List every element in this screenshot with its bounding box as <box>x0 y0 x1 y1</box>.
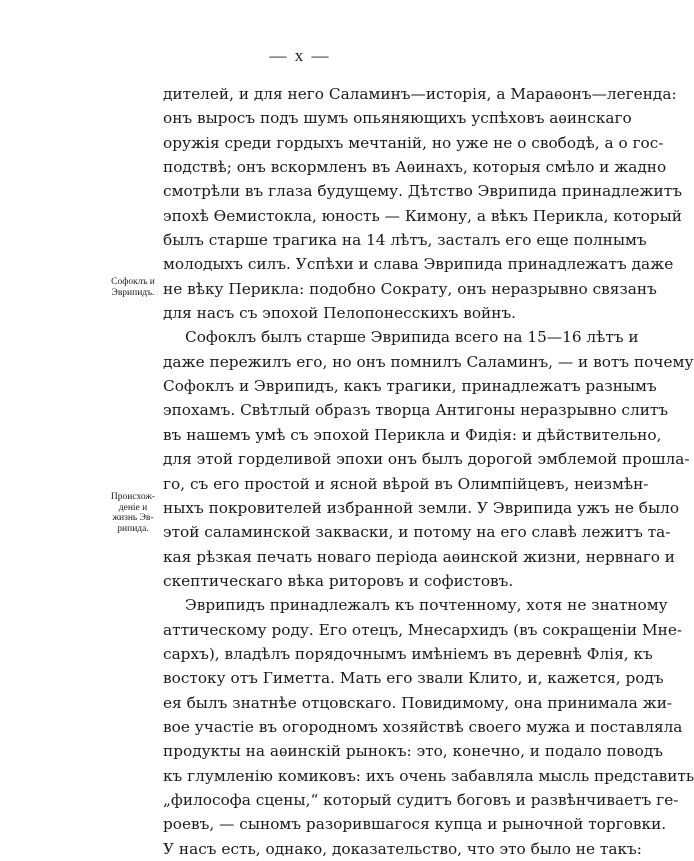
text-line: роевъ, — сыномъ разорившагося купца и рыночной торговки. <box>163 815 667 834</box>
text-line: кая рѣзкая печать новаго періода аѳинской жизни, нервнаго и <box>163 547 675 566</box>
text-line: смотрѣли въ глаза будущему. Дѣтство Эврипида принадлежитъ <box>163 182 682 201</box>
text-line: не вѣку Перикла: подобно Сократу, онъ неразрывно связанъ <box>163 279 657 298</box>
text-line: скептическаго вѣка риторовъ и софистовъ. <box>163 571 514 590</box>
page-number: — x — <box>269 46 331 65</box>
text-line: сархъ), владѣлъ порядочнымъ имѣніемъ въ деревнѣ Флія, къ <box>163 644 653 663</box>
text-line: продукты на аѳинскій рынокъ: это, конечно, и подало поводъ <box>163 742 663 761</box>
margin-note-line: рипида. <box>117 523 149 534</box>
text-line: былъ старше трагика на 14 лѣтъ, засталъ его еще полнымъ <box>163 231 647 250</box>
text-line: вое участіе въ огородномъ хозяйствѣ своего мужа и поставляла <box>163 717 683 736</box>
text-line: Софоклъ и Эврипидъ, какъ трагики, принадлежатъ разнымъ <box>163 377 657 396</box>
text-line: ныхъ покровителей избранной земли. У Эврипида ужъ не было <box>163 498 680 517</box>
paragraph-1 <box>163 82 682 325</box>
paragraph-2 <box>163 325 694 593</box>
text-line: востоку отъ Гиметта. Мать его звали Клито, и, кажется, родъ <box>163 669 664 688</box>
text-line: дителей, и для него Саламинъ—исторія, а Мараѳонъ—легенда: <box>163 85 677 103</box>
text-line: къ глумленію комиковъ: ихъ очень забавляла мысль представить <box>163 766 694 785</box>
text-line: эпохамъ. Свѣтлый образъ творца Антигоны неразрывно слитъ <box>163 401 669 420</box>
text-line: подствѣ; онъ вскормленъ въ Аѳинахъ, которыя смѣло и жадно <box>163 158 667 177</box>
text-line: эпохѣ Ѳемистокла, юность — Кимону, а вѣкъ Перикла, который <box>163 206 682 225</box>
text-line: аттическому роду. Его отецъ, Мнесархидъ (въ сокращеніи Мне- <box>163 620 683 639</box>
text-line: У насъ есть, однако, доказательство, что это было не такъ: <box>163 839 642 858</box>
margin-note-sophocles-euripides <box>100 277 166 298</box>
text-line: молодыхъ силъ. Успѣхи и слава Эврипида принадлежатъ даже <box>163 255 674 274</box>
text-line: въ нашемъ умѣ съ эпохой Перикла и Фидія: и дѣйствительно, <box>163 425 662 444</box>
margin-note-origin-life <box>100 492 166 534</box>
text-line: Софоклъ былъ старше Эврипида всего на 15—16 лѣтъ и <box>185 328 639 347</box>
margin-note-line: жизнь Эв- <box>112 513 154 523</box>
text-line: „философа сцены,“ который судитъ боговъ и развѣнчиваетъ ге- <box>163 790 679 809</box>
text-line: го, съ его простой и ясной вѣрой въ Олимпійцевъ, неизмѣн- <box>163 474 649 493</box>
text-line: ея былъ знатнѣе отцовскаго. Повидимому, она принимала жи- <box>163 693 673 712</box>
margin-note-line: Софоклъ и <box>111 277 155 287</box>
text-line: Эврипидъ принадлежалъ къ почтенному, хотя не знатному <box>185 596 668 615</box>
paragraph-3 <box>163 593 694 861</box>
body-text <box>163 82 694 861</box>
text-line: даже пережилъ его, но онъ помнилъ Саламинъ, — и вотъ почему <box>163 352 694 371</box>
margin-note-line: Происхож- <box>110 492 156 502</box>
margin-note-line: деніе и <box>118 502 148 513</box>
text-line: этой саламинской закваски, и потому на его славѣ лежитъ та- <box>163 523 671 542</box>
margin-note-line: Эврипидъ. <box>111 287 155 298</box>
text-line: для насъ съ эпохой Пелопонесскихъ войнъ. <box>163 304 517 323</box>
text-line: оружія среди гордыхъ мечтаній, но уже не о свободѣ, а о гос- <box>163 133 664 152</box>
text-line: онъ выросъ подъ шумъ опьяняющихъ успѣховъ аѳинскаго <box>163 109 632 128</box>
text-line: для этой горделивой эпохи онъ былъ дорогой эмблемой прошла- <box>163 450 690 469</box>
